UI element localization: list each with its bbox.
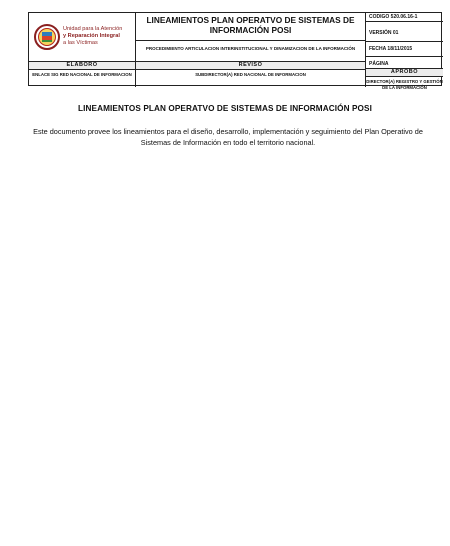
document-body: Este documento provee los lineamientos para el diseño, desarrollo, implementación y seguimiento del Plan Operativo de Sistemas de Información en todo el territorio nacional. xyxy=(33,127,423,147)
elaboro-value: ENLACE SIG RED NACIONAL DE INFORMACION xyxy=(32,72,132,77)
document-date: FECHA 18/11/2015 xyxy=(366,42,443,57)
logo-text xyxy=(63,26,122,47)
colombia-coat-of-arms-icon xyxy=(33,23,61,51)
header-title: LINEAMIENTOS PLAN OPERATVO DE SISTEMAS DE INFORMACIÓN POSI xyxy=(136,13,366,41)
logo-cell xyxy=(29,13,136,62)
procedure-name: PROCEDIMIENTO ARTICULACION INTERINSTITUCIONAL Y DINAMIZACION DE LA INFORMACIÓN xyxy=(136,41,366,62)
logo-line-2: y Reparación Integral xyxy=(63,33,120,39)
logo-line-3: a las Víctimas xyxy=(63,40,98,46)
aprobo-value: DIRECTOR(A) REGISTRO Y GESTIÓN DE LA INFORMACIÓN xyxy=(366,79,443,90)
reviso-value: SUBDIRECTOR(A) RED NACIONAL DE INFORMACION xyxy=(195,72,306,77)
reviso-cell xyxy=(136,62,366,87)
reviso-label: REVISO xyxy=(136,62,365,70)
aprobo-cell xyxy=(366,68,443,90)
approval-row xyxy=(29,62,366,87)
document-code: CODIGO 520.06.16-1 xyxy=(366,13,443,22)
aprobo-label: APROBO xyxy=(366,69,443,77)
document-header-table xyxy=(28,12,443,90)
logo-line-1: Unidad para la Atención xyxy=(63,26,123,32)
elaboro-label: ELABORO xyxy=(29,62,135,70)
document-title: LINEAMIENTOS PLAN OPERATVO DE SISTEMAS DE INFORMACIÓN POSI xyxy=(78,104,372,113)
document-page-number: PÁGINA xyxy=(369,61,389,67)
document-version: VERSIÓN 01 xyxy=(366,22,443,42)
elaboro-cell xyxy=(29,62,136,87)
